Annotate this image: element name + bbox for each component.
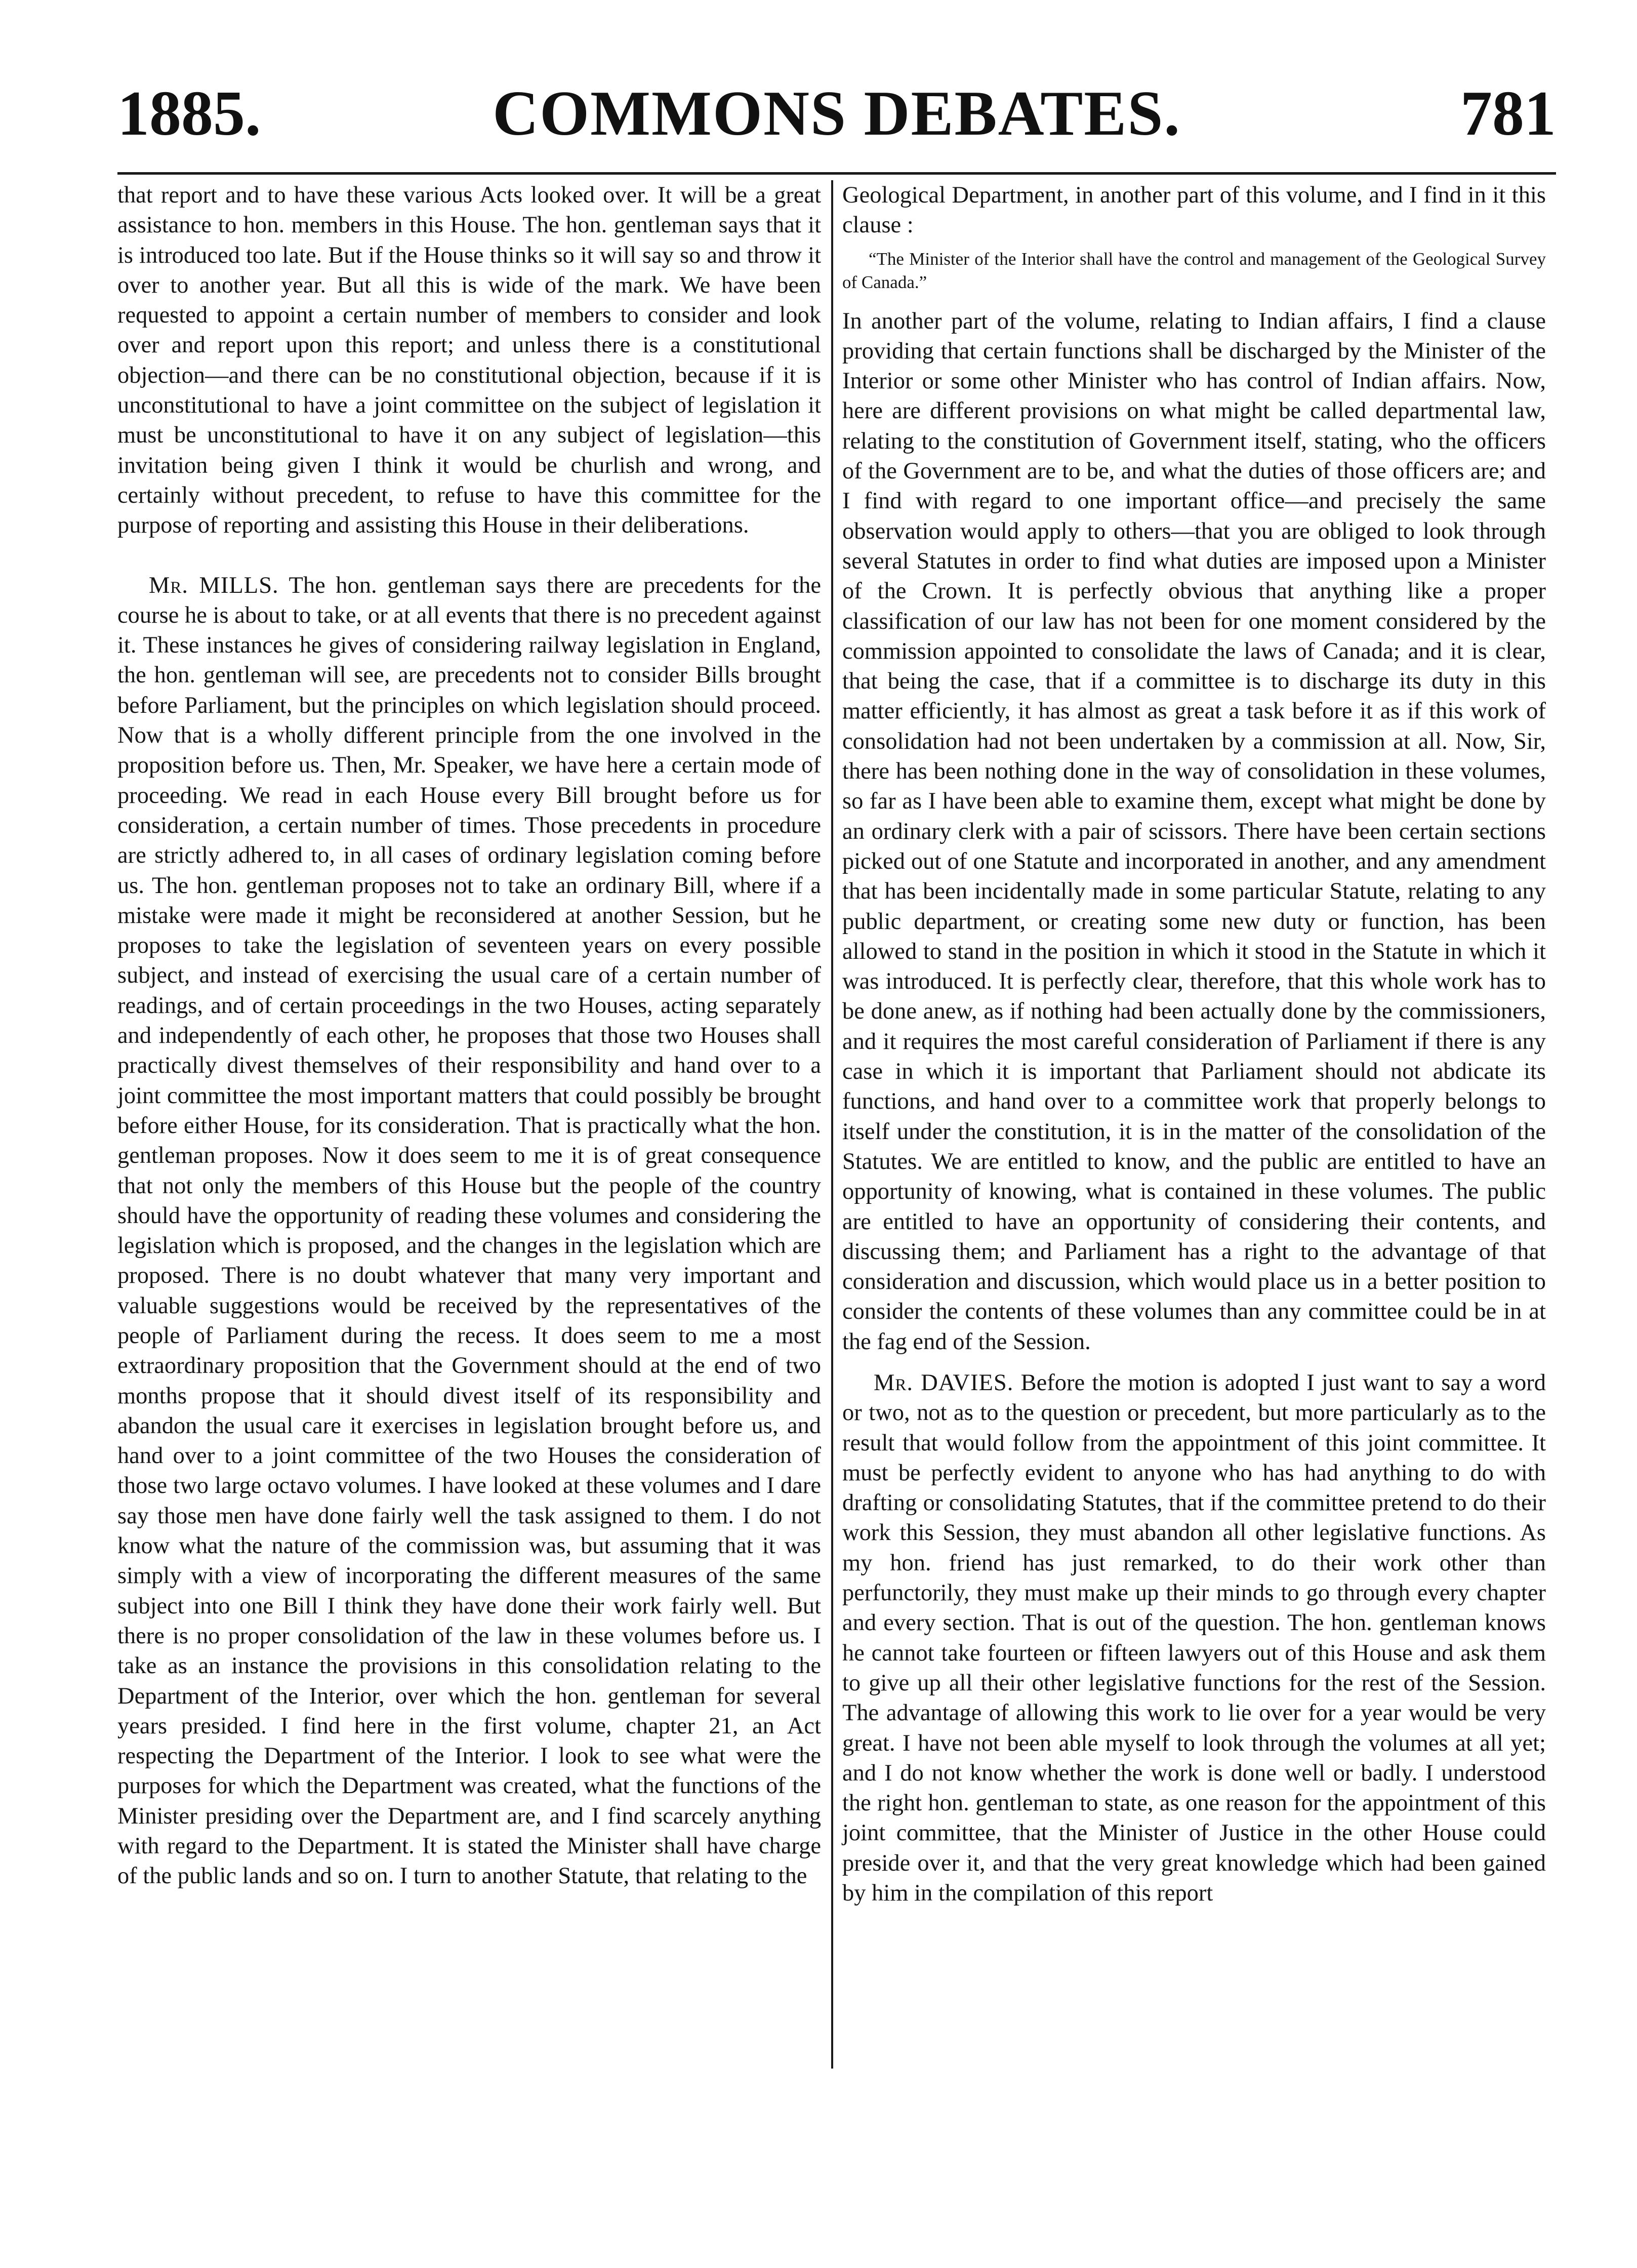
header-year: 1885. — [117, 78, 261, 149]
right-paragraph-1: Geological Department, in another part of this volume, and I find in it this clause : — [842, 182, 1546, 238]
left-paragraph-1: that report and to have these various Acts looked over. It will be a great assistance to hon. members in this House. The hon. gentleman says that it is introduced too late. But if the House thinks so it will say so and throw it over to another year. But all this is wide of the mark. We have been requested to appoint a certain number of members to consider and look over and report upon this report; and unless there is a constitutional objection—and there can be no constitutional objection, because if it is unconstitutional to have a joint committee on the subject of legislation it must be unconstitutional to have it on any subject of legislation—this invitation being given I think it would be churlish and wrong, and certainly without precedent, to refuse to have this committee for the purpose of reporting and assisting this House in their deliberations. — [117, 182, 821, 539]
speech-text: Before the motion is adopted I just want to say a word or two, not as to the question or precedent, but more particularly as to the result that would follow from the appointment of this joint committee. It must be perfectly evident to anyone who has had anything to do with drafting or consolidating Statutes, that if the committee pretend to do their work this Session, they must abandon all other legislative functions. As my hon. friend has just remarked, to do their work other than perfunctorily, they must make up their minds to go through every chapter and every section. That is out of the question. The hon. gentleman knows he cannot take fourteen or fifteen lawyers out of this House and ask them to give up all their other legislative functions for the rest of the Session. The advantage of allowing this work to lie over for a year would be very great. I have not been able myself to look through the volumes at all yet; and I do not know whether the work is done well or badly. I understood the right hon. gentleman to state, as one reason for the appointment of this joint committee, that the Minister of Justice in the other House could preside over it, and that the very great knowledge which had been gained by him in the compilation of this report — [842, 1369, 1546, 1907]
speaker-name: Mr. MILLS. — [149, 572, 279, 598]
right-column — [842, 180, 1546, 1908]
left-column — [117, 180, 821, 1891]
header-title: COMMONS DEBATES. — [493, 78, 1181, 149]
header-rule — [117, 172, 1556, 175]
header-page-number: 781 — [1460, 78, 1556, 149]
speech-text: The hon. gentleman says there are precedents for the course he is about to take, or at all events that there is no precedent against it. These instances he gives of considering railway legislation in England, the hon. gentleman will see, are precedents not to consider Bills brought before Parliament, but the principles on which legislation should proceed. Now that is a wholly different principle from the one involved in the proposition before us. Then, Mr. Speaker, we have here a certain mode of proceeding. We read in each House every Bill brought before us for consideration, a certain number of times. Those precedents in procedure are strictly adhered to, in all cases of ordinary legislation coming before us. The hon. gentleman proposes not to take an ordinary Bill, where if a mistake were made it might be reconsidered at another Session, but he proposes to take the legislation of seventeen years on every possible subject, and instead of exercising the usual care of a certain number of readings, and of certain proceedings in the two Houses, acting separately and independently of each other, he proposes that those two Houses shall practically divest themselves of their responsibility and hand over to a joint committee the most important matters that could possibly be brought before either House, for its consideration. That is practically what the hon. gentleman proposes. Now it does seem to me it is of great consequence that not only the members of this House but the people of the country should have the opportunity of reading these volumes and considering the legislation which is proposed, and the changes in the legislation which are proposed. There is no doubt whatever that many very important and valuable suggestions would be received by the representatives of the people of Parliament during the recess. It does seem to me a most extraordinary proposition that the Government should at the end of two months propose that it should divest itself of its responsibility and abandon the usual care it exercises in legislation brought before us, and hand over to a joint committee of the two Houses the consideration of those two large octavo volumes. I have looked at these volumes and I dare say those men have done fairly well the task assigned to them. I do not know what the nature of the commission was, but assuming that it was simply with a view of incorporating the different measures of the same subject into one Bill I think they have done their work fairly well. But there is no proper consolidation of the law in these volumes before us. I take as an instance the provisions in this consolidation relating to the Department of the Interior, over which the hon. gentleman for several years presided. I find here in the first volume, chapter 21, an Act respecting the Department of the Interior. I look to see what were the purposes for which the Department was created, what the functions of the Minister presiding over the Department are, and I find scarcely anything with regard to the Department. It is stated the Minister shall have charge of the public lands and so on. I turn to another Statute, that relating to the — [117, 572, 822, 1889]
left-paragraph-2 — [117, 571, 821, 1891]
page-header — [117, 76, 1556, 162]
column-divider — [831, 180, 833, 2069]
right-paragraph-3 — [842, 1368, 1546, 1908]
quoted-clause: “The Minister of the Interior shall have the control and management of the Geological Survey of Canada.” — [842, 249, 1546, 292]
right-paragraph-2: In another part of the volume, relating to Indian affairs, I find a clause providing that certain functions shall be discharged by the Minister of the Interior or some other Minister who has control of Indian affairs. Now, here are different provisions on what might be called departmental law, relating to the constitution of Government itself, stating, who the officers of the Government are to be, and what the duties of those officers are; and I find with regard to one important office—and precisely the same observation would apply to others—that you are obliged to look through several Statutes in order to find what duties are imposed upon a Minister of the Crown. It is perfectly obvious that anything like a proper classification of our law has not been for one moment considered by the commission appointed to consolidate the laws of Canada; and it is clear, that being the case, that if a committee is to discharge its duty in this matter efficiently, it has almost as great a task before it as if this work of consolidation had not been undertaken by a commission at all. Now, Sir, there has been nothing done in the way of consolidation in these volumes, so far as I have been able to examine them, except what might be done by an ordinary clerk with a pair of scissors. There have been certain sections picked out of one Statute and incorporated in another, and any amendment that has been incidentally made in some particular Statute, relating to any public department, or creating some new duty or function, has been allowed to stand in the position in which it stood in the Statute in which it was introduced. It is perfectly clear, therefore, that this whole work has to be done anew, as if nothing had been actually done by the commissioners, and it requires the most careful consideration of Parliament if there is any case in which it is important that Parliament should not abdicate its functions, and hand over to a committee work that properly belongs to itself under the constitution, it is in the matter of the consolidation of the Statutes. We are entitled to know, and the public are entitled to have an opportunity of knowing, what is contained in these volumes. The public are entitled to have an opportunity of considering their contents, and discussing them; and Parliament has a right to the advantage of that consideration and discussion, which would place us in a better position to consider the contents of these volumes than any committee could be in at the fag end of the Session. — [842, 308, 1546, 1355]
speaker-name: Mr. DAVIES. — [874, 1369, 1014, 1396]
